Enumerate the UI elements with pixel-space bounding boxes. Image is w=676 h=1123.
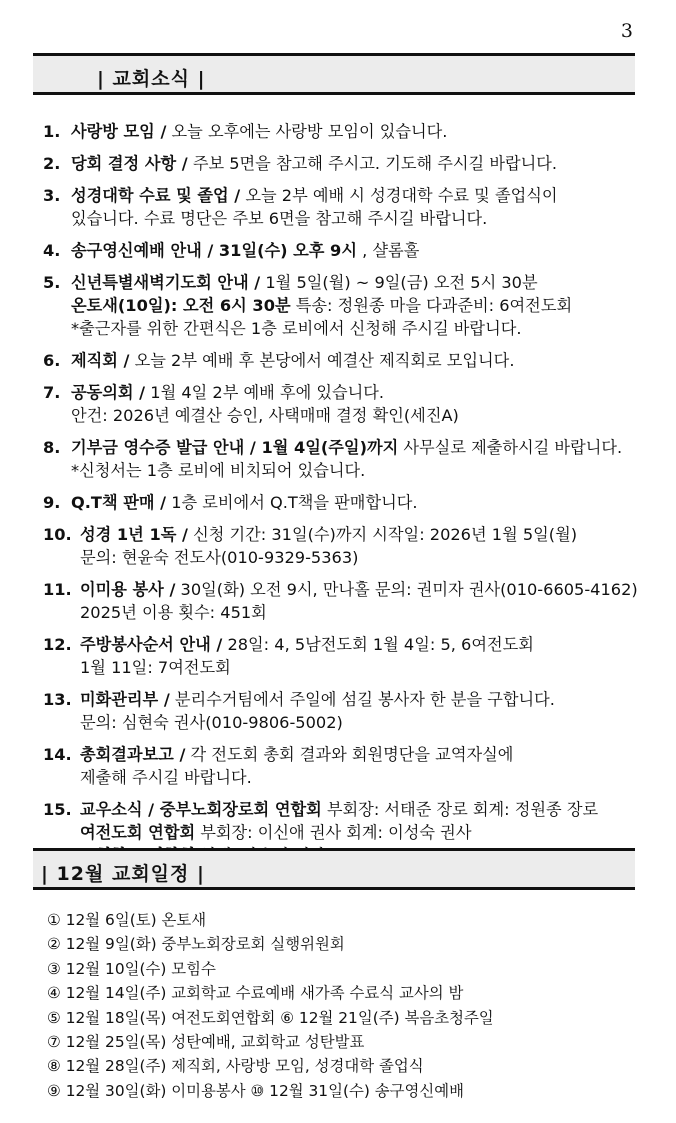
news-item xyxy=(43,239,643,262)
news-item-text: 각 전도회 총회 결과와 회원명단을 교역자실에 xyxy=(190,745,514,764)
news-item-title: Q.T책 판매 / xyxy=(71,493,167,512)
news-item-text: 오늘 2부 예배 후 본당에서 예결산 제직회로 모입니다. xyxy=(134,351,515,370)
news-item-title: 당회 결정 사항 / xyxy=(71,154,188,173)
news-item-text: 1월 4일 2부 예배 후에 있습니다. xyxy=(150,383,385,402)
news-item xyxy=(43,120,643,143)
news-item-text: 문의: 현윤숙 전도사(010-9329-5363) xyxy=(80,548,359,567)
news-item-title: 공동의회 / xyxy=(71,383,146,402)
news-item-note: *출근자를 위한 간편식은 1층 로비에서 신청해 주시길 바랍니다. xyxy=(71,319,522,338)
news-header xyxy=(33,53,635,95)
news-item xyxy=(43,633,643,679)
news-item xyxy=(43,491,643,514)
schedule-item: ⑨ 12월 30일(화) 이미용봉사 ⑩ 12월 31일(수) 송구영신예배 xyxy=(47,1081,464,1100)
news-item-text: 있습니다. 수료 명단은 주보 6면을 참고해 주시길 바랍니다. xyxy=(71,209,488,228)
news-item-title: 제직회 / xyxy=(71,351,130,370)
news-item-title: 미화관리부 / xyxy=(80,690,170,709)
news-item-text: 오늘 2부 예배 시 성경대학 수료 및 졸업식이 xyxy=(245,186,558,205)
page-number: 3 xyxy=(620,20,633,42)
news-item-number: 7. xyxy=(43,383,61,402)
news-item-title: 성경 1년 1독 / xyxy=(80,525,188,544)
news-item-title: 이미용 봉사 / xyxy=(80,580,176,599)
news-item-number: 9. xyxy=(43,493,61,512)
news-item-text: 문의: 심현숙 권사(010-9806-5002) xyxy=(80,713,343,732)
schedule-item: ④ 12월 14일(주) 교회학교 수료예배 새가족 수료식 교사의 밤 xyxy=(47,984,464,1003)
news-item-text: 2025년 이용 횟수: 451회 xyxy=(80,603,267,622)
news-item-text: 특송: 정원종 마을 다과준비: 6여전도회 xyxy=(295,296,573,315)
schedule-item: ⑤ 12월 18일(목) 여전도회연합회 ⑥ 12월 21일(주) 복음초청주일 xyxy=(47,1008,494,1027)
news-item-text: , 샬롬홀 xyxy=(362,241,420,260)
schedule-item: ② 12월 9일(화) 중부노회장로회 실행위원회 xyxy=(47,935,345,954)
news-item-text: 1층 로비에서 Q.T책을 판매합니다. xyxy=(171,493,418,512)
news-item xyxy=(43,271,643,340)
news-item-text: 부회장: 서태준 장로 회계: 정원종 장로 xyxy=(326,800,599,819)
news-item-number: 8. xyxy=(43,438,61,457)
news-item-text: 신청 기간: 31일(수)까지 시작일: 2026년 1월 5일(월) xyxy=(193,525,578,544)
news-item-bold-text: 온토새(10일): 오전 6시 30분 xyxy=(71,296,291,315)
news-item-number: 2. xyxy=(43,154,61,173)
news-item-text: 1월 5일(월) ~ 9일(금) 오전 5시 30분 xyxy=(265,273,538,292)
news-title: | 교회소식 | xyxy=(97,68,206,90)
news-item-text: 부회장: 이신애 권사 회계: 이성숙 권사 xyxy=(200,823,472,842)
news-item xyxy=(43,578,643,624)
schedule-item: ⑧ 12월 28일(주) 제직회, 사랑방 모임, 성경대학 졸업식 xyxy=(47,1057,424,1076)
news-item xyxy=(43,743,643,789)
news-item-text: 분리수거팀에서 주일에 섬길 봉사자 한 분을 구합니다. xyxy=(174,690,555,709)
news-item xyxy=(43,436,643,482)
news-item-text: 오늘 오후에는 사랑방 모임이 있습니다. xyxy=(171,122,448,141)
news-item-title: 신년특별새벽기도회 안내 / xyxy=(71,273,261,292)
schedule-title: | 12월 교회일정 | xyxy=(41,863,205,885)
news-item-number: 6. xyxy=(43,351,61,370)
news-item-number: 10. xyxy=(43,525,72,544)
news-item-row xyxy=(71,294,643,317)
news-item-text: 제출해 주시길 바랍니다. xyxy=(80,768,252,787)
news-item-bold-text: 여전도회 연합회 xyxy=(80,823,196,842)
news-item-title: 주방봉사순서 안내 / xyxy=(80,635,223,654)
news-item xyxy=(43,381,643,427)
schedule-list xyxy=(47,908,494,1103)
schedule-item: ① 12월 6일(토) 온토새 xyxy=(47,911,207,929)
news-item xyxy=(43,349,643,372)
news-item-text: 28일: 4, 5남전도회 1월 4일: 5, 6여전도회 xyxy=(227,635,534,654)
news-item-text: 1월 11일: 7여전도회 xyxy=(80,658,231,677)
news-item-number: 3. xyxy=(43,186,61,205)
schedule-item: ⑦ 12월 25일(목) 성탄예배, 교회학교 성탄발표 xyxy=(47,1033,365,1052)
news-item-text: 30일(화) 오전 9시, 만나홀 문의: 권미자 권사(010-6605-4162) xyxy=(180,580,638,599)
news-item-number: 12. xyxy=(43,635,72,654)
news-item-title: 총회결과보고 / xyxy=(80,745,186,764)
news-item-title: 성경대학 수료 및 졸업 / xyxy=(71,186,241,205)
news-item-number: 11. xyxy=(43,580,72,599)
news-item-number: 15. xyxy=(43,800,72,819)
news-item-number: 1. xyxy=(43,122,61,141)
schedule-header xyxy=(33,848,635,890)
news-item-title: 송구영신예배 안내 / 31일(수) 오후 9시 xyxy=(71,241,357,260)
news-item-number: 14. xyxy=(43,745,72,764)
news-list xyxy=(43,120,643,876)
news-item-text: *신청서는 1층 로비에 비치되어 있습니다. xyxy=(71,461,366,480)
news-item xyxy=(43,688,643,734)
news-item-title: 사랑방 모임 / xyxy=(71,122,167,141)
news-item xyxy=(43,523,643,569)
news-item-number: 4. xyxy=(43,241,61,260)
news-item-number: 13. xyxy=(43,690,72,709)
schedule-item: ③ 12월 10일(수) 모힘수 xyxy=(47,959,216,978)
news-item-text: 사무실로 제출하시길 바랍니다. xyxy=(403,438,623,457)
news-item-number: 5. xyxy=(43,273,61,292)
news-item xyxy=(43,184,643,230)
news-item-text: 주보 5면을 참고해 주시고. 기도해 주시길 바랍니다. xyxy=(192,154,558,173)
news-item-text: 안건: 2026년 예결산 승인, 사택매매 결정 확인(세진A) xyxy=(71,406,459,425)
news-item-title: 교우소식 / 중부노회장로회 연합회 xyxy=(80,800,322,819)
news-item xyxy=(43,152,643,175)
news-item-row xyxy=(80,821,643,844)
news-item-title: 기부금 영수증 발급 안내 / 1월 4일(주일)까지 xyxy=(71,438,399,457)
